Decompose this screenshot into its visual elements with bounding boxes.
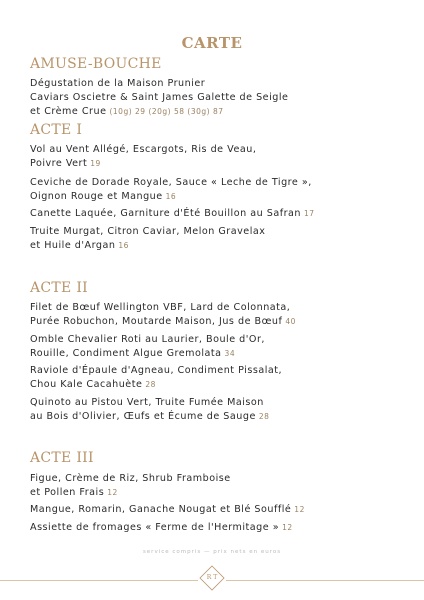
section-acte-3-heading: ACTE III [30,450,94,466]
acte1-item-1-price: 19 [90,159,101,168]
acte1-item-4 [30,225,408,253]
acte2-item-2 [30,333,408,361]
acte2-item-3-line2: Chou Kale Cacahuète [30,379,143,390]
acte1-item-2 [30,176,408,204]
acte1-item-3-line1: Canette Laquée, Garniture d'Été Bouillon au Safran [30,208,301,219]
acte2-item-2-line1: Omble Chevalier Roti au Laurier, Boule d'Or, [30,334,265,345]
acte2-item-3-line1: Raviole d'Épaule d'Agneau, Condiment Pissalat, [30,365,283,376]
acte3-item-3 [30,521,408,535]
acte1-item-1-line1: Vol au Vent Allégé, Escargots, Ris de Veau, [30,144,257,155]
acte1-item-3 [30,207,408,221]
acte3-item-1 [30,472,408,500]
acte3-item-2 [30,503,408,517]
section-amuse-bouche-heading: AMUSE-BOUCHE [30,56,162,72]
acte3-item-3-line1: Assiette de fromages « Ferme de l'Hermitage » [30,522,280,533]
section-acte-2-heading: ACTE II [30,280,88,296]
acte1-item-3-price: 17 [304,209,315,218]
acte1-item-4-line1: Truite Murgat, Citron Caviar, Melon Gravelax [30,226,266,237]
acte2-item-4-line2: au Bois d'Olivier, Œufs et Écume de Sauge [30,411,256,422]
amuse-item-line1: Dégustation de la Maison Prunier [30,78,206,89]
acte2-item-3-price: 28 [145,380,156,389]
acte2-item-1-line2: Purée Robuchon, Moutarde Maison, Jus de Bœuf [30,316,283,327]
acte3-item-2-price: 12 [294,505,305,514]
amuse-item-line2: Caviars Oscietre & Saint James Galette de Seigle [30,92,289,103]
acte1-item-2-price: 16 [165,192,177,201]
acte3-item-1-price: 12 [107,488,118,497]
acte2-item-4 [30,396,408,424]
acte1-item-1-line2: Poivre Vert [30,158,88,169]
acte2-item-2-price: 34 [224,349,236,358]
acte2-item-2-line2: Rouille, Condiment Algue Gremolata [30,348,222,359]
acte2-item-1-price: 40 [285,317,296,326]
footer-note: service compris — prix nets en euros [142,549,282,555]
section-acte-1-heading: ACTE I [30,122,83,138]
amuse-item [30,77,408,119]
acte3-item-2-line1: Mangue, Romarin, Ganache Nougat et Blé Soufflé [30,504,292,515]
acte3-item-3-price: 12 [282,523,293,532]
amuse-item-price: (10g) 29 (20g) 58 (30g) 87 [109,107,224,116]
acte2-item-4-line1: Quinoto au Pistou Vert, Truite Fumée Maison [30,397,264,408]
acte3-item-1-line2: et Pollen Frais [30,487,105,498]
acte2-item-1-line1: Filet de Bœuf Wellington VBF, Lard de Colonnata, [30,302,291,313]
acte1-item-2-line2: Oignon Rouge et Mangue [30,191,163,202]
logo-text: R T [206,574,218,581]
acte1-item-4-line2: et Huile d'Argan [30,240,116,251]
amuse-item-line3: et Crème Crue [30,106,107,117]
acte1-item-1 [30,143,408,171]
acte1-item-4-price: 16 [118,241,129,250]
acte2-item-3 [30,364,408,392]
acte2-item-4-price: 28 [258,412,270,421]
acte1-item-2-line1: Ceviche de Dorade Royale, Sauce « Leche de Tigre », [30,177,312,188]
acte2-item-1 [30,301,408,329]
page-title: CARTE [181,34,243,52]
acte3-item-1-line1: Figue, Crème de Riz, Shrub Framboise [30,473,231,484]
